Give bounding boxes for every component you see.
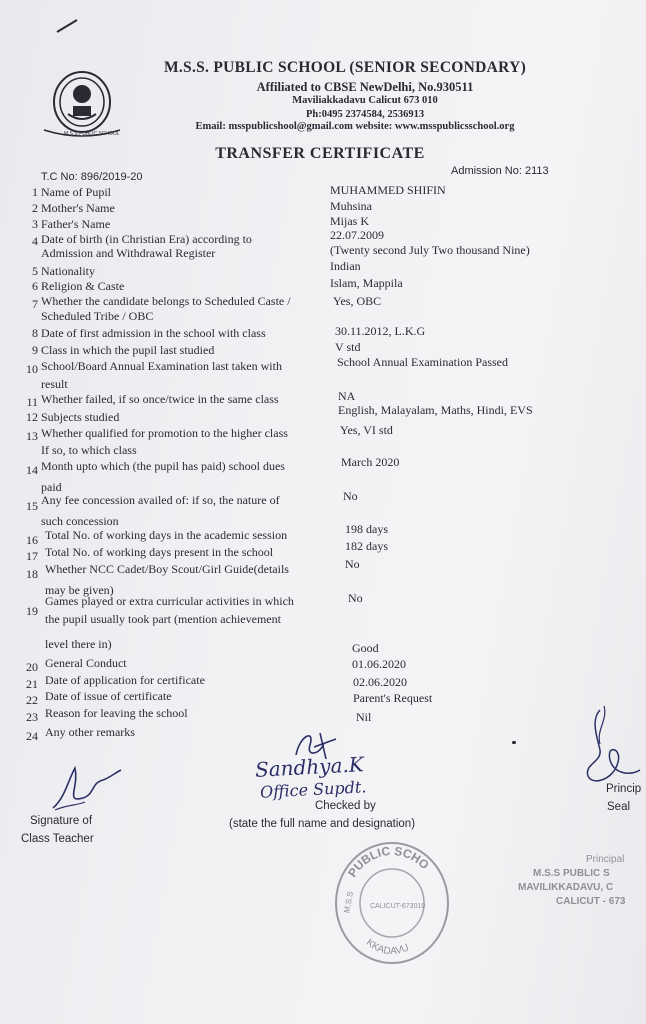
- school-seal-stamp: [330, 838, 454, 968]
- row-number: 12: [26, 410, 38, 424]
- row-label: Date of birth (in Christian Era) according to: [41, 232, 252, 246]
- class-teacher-signature: [45, 758, 125, 818]
- row-label: School/Board Annual Examination last taken with: [41, 359, 282, 373]
- row-label-continued: such concession: [41, 514, 119, 528]
- row-value: Parent's Request: [353, 691, 433, 705]
- row-label: Whether the candidate belongs to Scheduled Caste /: [41, 294, 291, 308]
- row-label: Subjects studied: [41, 410, 120, 424]
- row-value: No: [343, 489, 358, 503]
- admission-number: Admission No: 2113: [451, 165, 549, 177]
- row-number: 4: [32, 234, 38, 248]
- row-label: Total No. of working days present in the school: [45, 545, 274, 559]
- row-label: Nationality: [41, 264, 95, 278]
- row-number: 5: [32, 264, 38, 278]
- row-value-continued: (Twenty second July Two thousand Nine): [330, 243, 530, 257]
- page-title: TRANSFER CERTIFICATE: [215, 145, 425, 162]
- stamp-left-text: M.S.S: [342, 890, 355, 914]
- row-number: 16: [26, 533, 38, 547]
- row-number: 6: [32, 279, 38, 293]
- row-value: 30.11.2012, L.K.G: [335, 324, 426, 338]
- row-label: Any fee concession availed of: if so, the nature of: [41, 493, 280, 507]
- ink-dot: [512, 741, 516, 744]
- row-label: Date of application for certificate: [45, 673, 205, 687]
- tc-number: T.C No: 896/2019-20: [41, 171, 143, 183]
- row-number: 10: [26, 362, 38, 376]
- stamp-top-text: PUBLIC SCHO: [345, 843, 432, 880]
- row-number: 11: [26, 395, 38, 409]
- row-number: 14: [26, 463, 38, 477]
- row-value: Mijas K: [330, 214, 369, 228]
- row-value: 22.07.2009: [330, 228, 384, 242]
- principal-stamp-line3: MAVILIKKADAVU, C: [518, 882, 614, 893]
- pen-mark: [55, 18, 79, 34]
- principal-stamp-line1: Principal: [586, 854, 625, 865]
- row-value: Muhsina: [330, 199, 372, 213]
- row-number: 21: [26, 677, 38, 691]
- row-value: No: [348, 591, 363, 605]
- row-number: 15: [26, 499, 38, 513]
- row-label: Any other remarks: [45, 725, 135, 739]
- row-value: School Annual Examination Passed: [337, 355, 508, 369]
- row-label-continued: paid: [41, 480, 62, 494]
- office-designation-handwritten: Office Supdt.: [259, 777, 367, 802]
- row-value: Yes, OBC: [333, 294, 382, 308]
- school-contact: Email: msspublicshool@gmail.com website: www.msspublicsschool.org: [195, 121, 515, 132]
- row-label-continued: level there in): [45, 637, 112, 651]
- row-number: 3: [32, 217, 38, 231]
- principal-label: Princip: [606, 783, 642, 795]
- row-label: Month upto which (the pupil has paid) school dues: [41, 459, 285, 473]
- row-label: Games played or extra curricular activities in which: [45, 594, 294, 608]
- row-label-continued: If so, to which class: [41, 443, 137, 457]
- class-teacher-label-line2: Class Teacher: [21, 833, 94, 845]
- row-value: MUHAMMED SHIFIN: [330, 183, 446, 197]
- row-value: 182 days: [345, 539, 388, 553]
- school-name: M.S.S. PUBLIC SCHOOL (SENIOR SECONDARY): [163, 59, 527, 76]
- school-address: Maviliakkadavu Calicut 673 010: [292, 95, 438, 106]
- svg-text:KKADAVU: [364, 937, 411, 957]
- row-number: 20: [26, 660, 38, 674]
- school-logo-icon: [40, 68, 124, 140]
- row-number: 13: [26, 429, 38, 443]
- principal-signature: [570, 700, 646, 795]
- row-label: Class in which the pupil last studied: [41, 343, 215, 357]
- row-value: 02.06.2020: [353, 675, 407, 689]
- row-value: Nil: [356, 710, 372, 724]
- row-label: Name of Pupil: [41, 185, 111, 199]
- row-value: Yes, VI std: [340, 423, 393, 437]
- row-label-continued: the pupil usually took part (mention achievement: [45, 612, 281, 626]
- stamp-center-text: CALICUT-673010: [370, 903, 426, 910]
- row-value: Indian: [330, 259, 361, 273]
- row-label-continued: Admission and Withdrawal Register: [41, 246, 216, 260]
- principal-stamp-line2: M.S.S PUBLIC S: [533, 868, 610, 879]
- row-number: 19: [26, 604, 38, 618]
- seal-label: Seal: [607, 801, 631, 813]
- row-number: 2: [32, 201, 38, 215]
- office-name-handwritten: Sandhya.K: [254, 752, 365, 782]
- row-number: 1: [32, 185, 38, 199]
- row-value: 198 days: [345, 522, 388, 536]
- row-label: Whether qualified for promotion to the higher class: [41, 426, 288, 440]
- row-number: 24: [26, 729, 38, 743]
- row-value: Good: [352, 641, 379, 655]
- row-label-continued: Scheduled Tribe / OBC: [41, 309, 154, 323]
- row-value: 01.06.2020: [352, 657, 406, 671]
- row-label-continued: may be given): [45, 583, 114, 597]
- principal-stamp-line4: CALICUT - 673: [556, 896, 626, 907]
- affiliation: Affiliated to CBSE NewDelhi, No.930511: [256, 80, 474, 94]
- row-label: Whether failed, if so once/twice in the same class: [41, 392, 279, 406]
- row-value: Islam, Mappila: [330, 276, 403, 290]
- row-number: 8: [32, 326, 38, 340]
- row-label: Date of first admission in the school with class: [41, 326, 266, 340]
- row-value: V std: [335, 340, 361, 354]
- row-label: Date of issue of certificate: [45, 689, 172, 703]
- stamp-bottom-text: KKADAVU: [363, 937, 411, 958]
- school-phone: Ph:0495 2374584, 2536913: [305, 109, 425, 120]
- row-label: Reason for leaving the school: [45, 706, 188, 720]
- row-label-continued: result: [41, 377, 68, 391]
- logo-text: M.S.S PUBLIC SCHOOL: [64, 131, 120, 137]
- row-label: Total No. of working days in the academic session: [45, 528, 288, 542]
- checked-by-label: Checked by: [315, 800, 376, 812]
- row-value: NA: [338, 389, 356, 403]
- row-number: 17: [26, 549, 38, 563]
- row-label: Mother's Name: [41, 201, 115, 215]
- row-value: March 2020: [341, 455, 400, 469]
- row-label: Religion & Caste: [41, 279, 125, 293]
- row-label: General Conduct: [45, 656, 127, 670]
- row-value: No: [345, 557, 360, 571]
- row-number: 7: [32, 297, 38, 311]
- row-label: Whether NCC Cadet/Boy Scout/Girl Guide(details: [45, 562, 289, 576]
- row-number: 22: [26, 693, 38, 707]
- row-number: 9: [32, 343, 38, 357]
- row-label: Father's Name: [41, 217, 111, 231]
- state-name-label: (state the full name and designation): [229, 818, 416, 830]
- row-value: English, Malayalam, Maths, Hindi, EVS: [338, 403, 533, 417]
- row-number: 23: [26, 710, 38, 724]
- row-number: 18: [26, 567, 38, 581]
- class-teacher-label-line1: Signature of: [30, 815, 93, 827]
